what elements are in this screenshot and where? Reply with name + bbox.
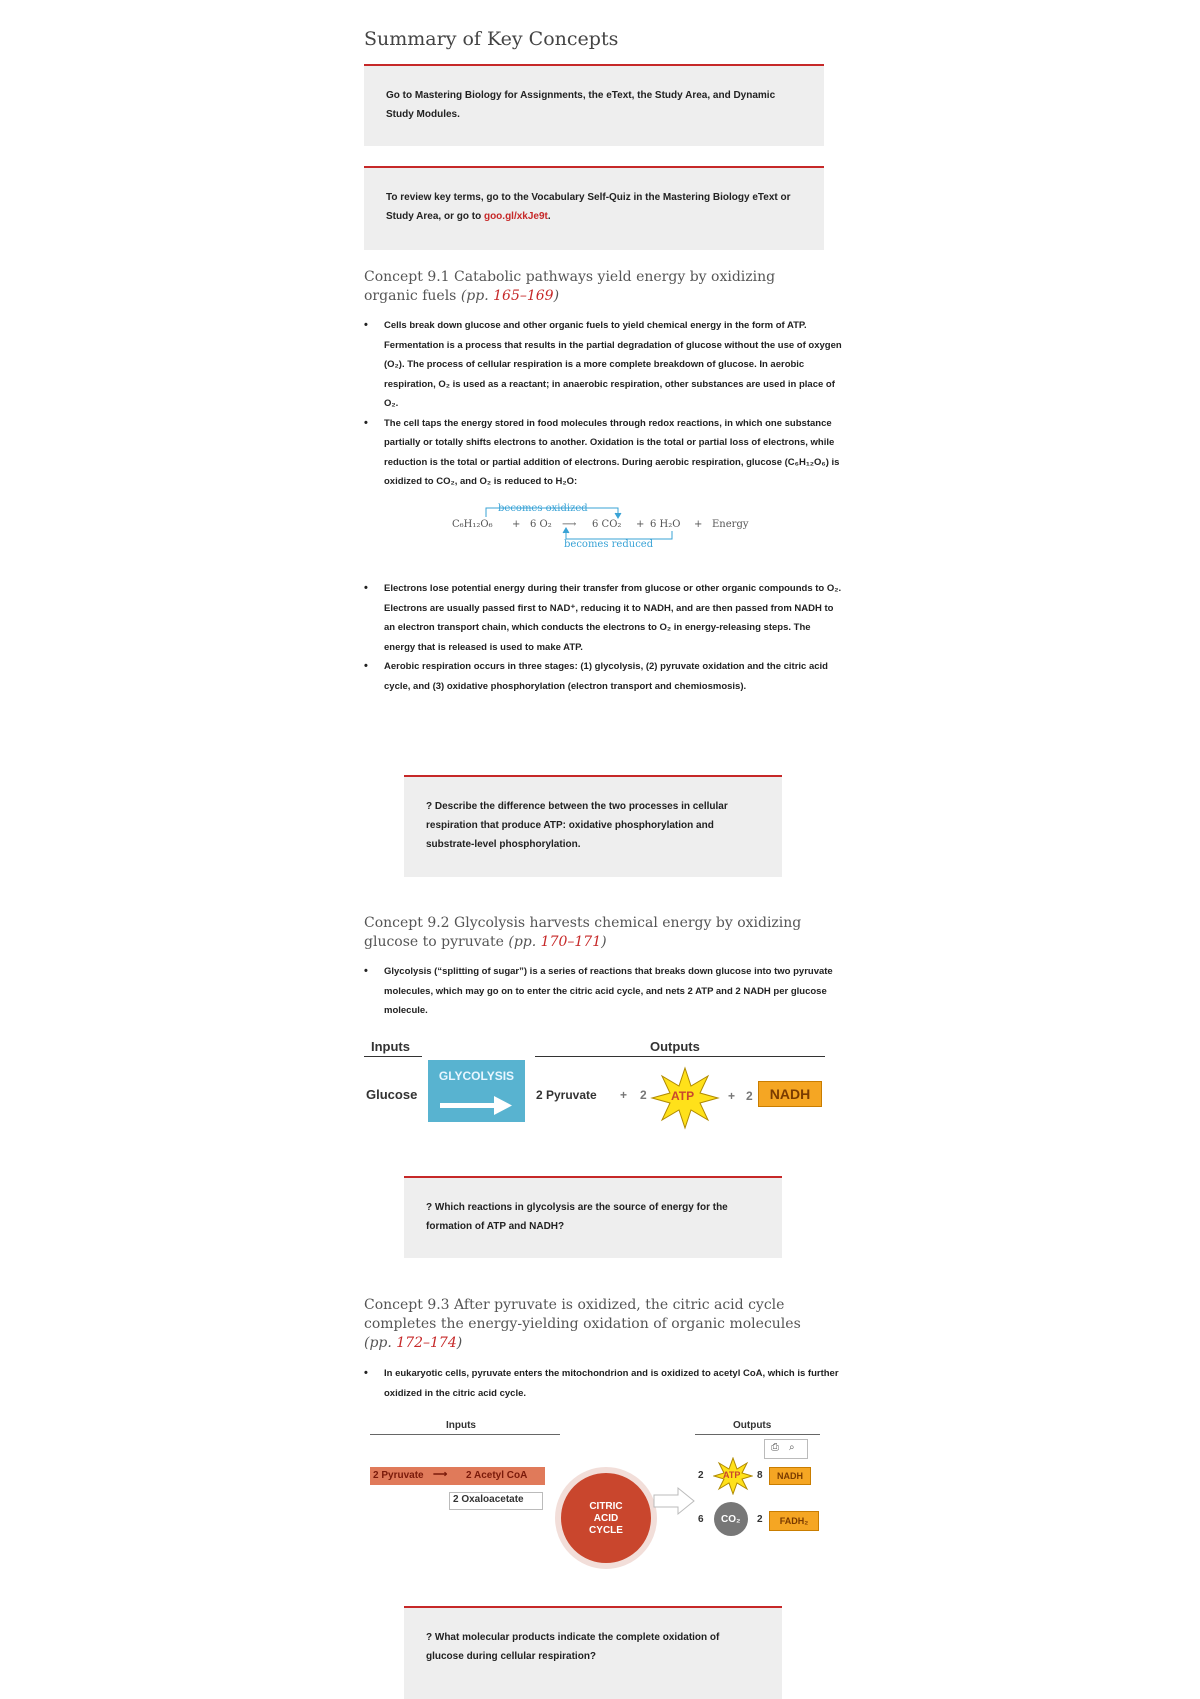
page-ref-link[interactable]: 172–174 — [396, 1335, 457, 1351]
oxaloacetate-label: 2 Oxaloacetate — [453, 1494, 524, 1505]
co2-formula: 6 CO₂ — [592, 519, 622, 530]
page-ref: (pp. 165–169) — [460, 288, 560, 304]
plus-sign: + — [728, 1089, 736, 1103]
zoom-icon[interactable]: ⌕ — [789, 1442, 795, 1453]
nadh-box: NADH — [769, 1467, 811, 1485]
toolbar — [764, 1439, 808, 1459]
acetyl-coa-output: 2 Acetyl CoA — [466, 1470, 528, 1481]
concept-9-1-bullets — [364, 316, 844, 492]
redox-equation — [440, 497, 780, 555]
reaction-arrow: ⟶ — [562, 519, 577, 530]
oxygen-formula: 6 O₂ — [530, 519, 552, 530]
concept-9-1-question: ? Describe the difference between the two processes in cellular respiration that produce ATP: oxidative phosphorylation and substrate-level phosphorylation. — [404, 775, 782, 877]
glycolysis-outputs-label: Outputs — [650, 1039, 700, 1054]
glucose-formula: C₆H₁₂O₆ — [452, 519, 493, 530]
cac-inputs-label: Inputs — [446, 1420, 476, 1431]
print-icon[interactable]: ⎙ — [771, 1442, 779, 1453]
page-ref: (pp. 170–171) — [508, 934, 607, 950]
concept-9-2-heading: Concept 9.2 Glycolysis harvests chemical energy by oxidizing glucose to pyruvate (pp. 170–171) — [364, 915, 802, 950]
fadh2-count: 2 — [757, 1514, 763, 1525]
plus-sign: + — [620, 1088, 628, 1102]
page-ref: (pp. 172–174) — [364, 1335, 463, 1351]
nadh-box: NADH — [758, 1081, 822, 1107]
concept-9-3-heading: Concept 9.3 After pyruvate is oxidized, the citric acid cycle completes the energy-yielding oxidation of organic molecules (pp. 172–174) — [364, 1297, 801, 1351]
list-item: • Electrons lose potential energy during their transfer from glucose or other organic compounds to O₂. Electrons are usually passed first to NAD⁺, reducing it to NADH, and are then passed from NADH to an electron transport chain, which conducts the electrons to O₂ in energy-releasing steps. The energy that is released is used to make ATP. — [384, 579, 844, 657]
becomes-reduced-label: becomes reduced — [564, 539, 654, 550]
outputs-rule — [695, 1434, 820, 1435]
inputs-rule — [364, 1056, 422, 1057]
co2-count: 6 — [698, 1514, 704, 1525]
water-formula: 6 H₂O — [650, 519, 681, 530]
outputs-rule — [535, 1056, 825, 1057]
atp-label: ATP — [671, 1089, 695, 1103]
mastering-callout-text: Go to Mastering Biology for Assignments, the eText, the Study Area, and Dynamic Study Modules. — [386, 90, 776, 120]
plus-sign: + — [512, 519, 521, 530]
atp-count: 2 — [698, 1470, 704, 1481]
energy-label: Energy — [712, 519, 749, 530]
concept-9-3-question: ? What molecular products indicate the complete oxidation of glucose during cellular respiration? — [404, 1606, 782, 1699]
co2-label: CO₂ — [721, 1514, 741, 1525]
list-item: • The cell taps the energy stored in food molecules through redox reactions, in which one substance partially or totally shifts electrons to another. Oxidation is the total or partial loss of electrons, while reduction is the total or partial addition of electrons. During aerobic respiration, glucose (C₆H₁₂O₆) is oxidized to CO₂, and O₂ is reduced to H₂O: — [384, 414, 844, 492]
citric-acid-cycle-circle: CITRIC ACID CYCLE — [555, 1467, 657, 1569]
glycolysis-box — [428, 1060, 525, 1122]
concept-9-2-bullets — [364, 962, 844, 1021]
output-arrow-icon — [652, 1486, 696, 1516]
fadh2-box: FADH₂ — [769, 1511, 819, 1531]
nadh-count: 8 — [757, 1470, 763, 1481]
atp-label: ATP — [723, 1470, 741, 1480]
mastering-callout — [364, 66, 824, 146]
list-item: • Aerobic respiration occurs in three stages: (1) glycolysis, (2) pyruvate oxidation and the citric acid cycle, and (3) oxidative phosphorylation (electron transport and chemiosmosis). — [384, 657, 844, 696]
plus-sign: + — [694, 519, 703, 530]
plus-sign: + — [636, 519, 645, 530]
concept-9-1-heading: Concept 9.1 Catabolic pathways yield energy by oxidizing organic fuels (pp. 165–169) — [364, 269, 776, 304]
vocabulary-callout — [364, 166, 824, 250]
right-arrow-icon — [428, 1090, 525, 1120]
glycolysis-inputs-label: Inputs — [371, 1039, 410, 1054]
list-item: • In eukaryotic cells, pyruvate enters the mitochondrion and is oxidized to acetyl CoA, which is further oxidized in the citric acid cycle. — [384, 1364, 844, 1403]
concept-9-2-question: ? Which reactions in glycolysis are the source of energy for the formation of ATP and NADH? — [404, 1176, 782, 1258]
concept-9-3-bullets — [364, 1364, 844, 1403]
concept-9-1-bullets-continued — [364, 579, 844, 696]
list-item: • Glycolysis (“splitting of sugar”) is a series of reactions that breaks down glucose into two pyruvate molecules, which may go on to enter the citric acid cycle, and nets 2 ATP and 2 NADH per glucose molecule. — [384, 962, 844, 1021]
glucose-label: Glucose — [366, 1087, 418, 1102]
nadh-count: 2 — [746, 1089, 753, 1103]
atp-count: 2 — [640, 1088, 647, 1102]
glycolysis-label: GLYCOLYSIS — [438, 1069, 515, 1083]
inputs-rule — [370, 1434, 560, 1435]
cac-outputs-label: Outputs — [733, 1420, 772, 1431]
vocab-quiz-link[interactable]: goo.gl/xkJe9t — [483, 211, 548, 222]
page-ref-link[interactable]: 170–171 — [540, 934, 602, 950]
page-title: Summary of Key Concepts — [364, 28, 619, 50]
page-ref-link[interactable]: 165–169 — [493, 288, 554, 304]
pyruvate-input: 2 Pyruvate — [373, 1470, 424, 1481]
pyruvate-output: 2 Pyruvate — [536, 1088, 597, 1102]
list-item: • Cells break down glucose and other organic fuels to yield chemical energy in the form of ATP. Fermentation is a process that results in the partial degradation of glucose without the use of oxygen (O₂). The process of cellular respiration is a more complete breakdown of glucose. In aerobic respiration, O₂ is used as a reactant; in anaerobic respiration, other substances are used in place of O₂. — [384, 316, 844, 414]
becomes-oxidized-label: becomes oxidized — [498, 503, 588, 514]
arrow-label: ⟶ — [433, 1469, 448, 1480]
vocabulary-callout-text: To review key terms, go to the Vocabulary Self-Quiz in the Mastering Biology eText or Study Area, or go to goo.gl/xkJe9t. — [386, 192, 791, 222]
